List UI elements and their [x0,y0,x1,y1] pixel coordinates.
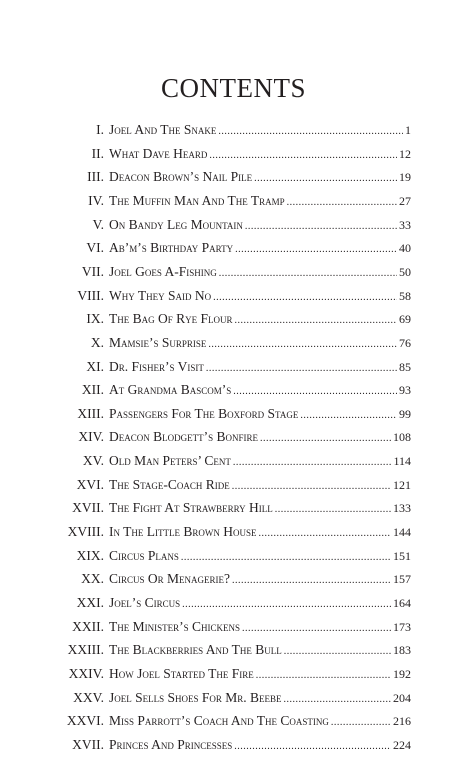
chapter-number: XXII. [72,618,104,634]
page-number: 164 [393,596,411,610]
dot-leader [235,310,397,332]
chapter-number: XV. [82,453,104,469]
chapter-number: VIII. [77,287,104,303]
chapter-title: Joel Sells Shoes For Mr. Beebe [109,689,282,705]
toc-entry [0,119,467,141]
chapter-title: Dr. Fisher’s Visit [109,358,204,374]
chapter-number: XI. [86,358,104,374]
page-number: 50 [399,264,411,279]
chapter-number: II. [91,145,104,161]
page-number: 19 [399,170,411,185]
dot-leader [234,736,391,758]
chapter-title: Circus Plans [109,547,179,563]
chapter-title: Mamsie’s Surprise [109,334,207,350]
page-number: 173 [393,619,411,634]
chapter-number: IX. [86,311,104,327]
chapter-title: The Blackberries And The Bull [109,642,282,658]
toc-entry [0,687,467,709]
page-number: 114 [393,454,411,469]
page-number: 224 [393,737,411,752]
chapter-number: X. [90,334,104,350]
chapter-number: III. [87,169,104,185]
chapter-number: XVIII. [67,524,104,540]
toc-entry [0,545,467,567]
dot-leader [275,499,391,521]
dot-leader [233,381,397,403]
dot-leader [206,358,397,380]
dot-leader [260,428,391,450]
page-title: CONTENTS [161,73,306,103]
toc-entry [0,403,467,425]
chapter-number: IV. [88,192,104,208]
chapter-title: What Dave Heard [109,145,208,161]
chapter-title: Miss Parrott’s Coach And The Coasting [109,713,329,729]
toc-entry [0,710,467,732]
page-number: 121 [393,477,411,492]
chapter-title: On Bandy Leg Mountain [109,216,243,232]
toc-entry [0,521,467,543]
toc-entry [0,616,467,638]
chapter-title: Old Man Peters’ Cent [109,453,231,469]
dot-leader [209,145,397,167]
chapter-number: XIII. [77,405,104,421]
chapter-title: Joel And The Snake [109,122,217,137]
chapter-title: Circus Or Menagerie? [109,571,231,587]
chapter-title: Passengers For The Boxford Stage [109,405,299,421]
dot-leader [284,641,391,663]
page-number: 33 [399,217,411,232]
toc-entry [0,450,467,472]
toc-entry [0,143,467,165]
chapter-number: VI. [86,240,104,256]
toc-entry [0,639,467,661]
chapter-title: The Minister’s Chickens [109,618,241,634]
dot-leader [256,665,391,687]
page-number: 27 [399,193,411,208]
chapter-number: V. [92,216,104,232]
toc-entry [0,663,467,685]
dot-leader [218,121,403,143]
toc-entry [0,497,467,519]
chapter-title: Joel’s Circus [109,595,181,610]
dot-leader [208,334,397,356]
chapter-title: In The Little Brown House [109,524,257,540]
dot-leader [258,523,391,545]
toc-entry [0,379,467,401]
chapter-title: Ab’m’s Birthday Party [109,240,234,256]
chapter-number: XX. [81,571,104,587]
toc-entry [0,568,467,590]
chapter-number: I. [96,122,104,137]
dot-leader [232,476,391,498]
page-number: 12 [399,146,411,161]
toc-entry [0,426,467,448]
page-number: 216 [393,714,411,729]
chapter-title: The Bag Of Rye Flour [109,311,233,327]
toc-entry [0,214,467,236]
toc-entry [0,166,467,188]
chapter-title: Deacon Blodgett’s Bonfire [109,429,258,445]
dot-leader [219,263,397,285]
page-number: 192 [393,666,411,681]
dot-leader [331,712,391,734]
page-number: 144 [393,525,411,540]
chapter-title: Princes And Princesses [109,736,233,752]
page-number: 151 [393,548,411,563]
chapter-number: XXVI. [66,713,104,729]
page-number: 69 [399,312,411,327]
toc-entry [0,190,467,212]
chapter-title: At Grandma Bascom’s [109,382,232,398]
chapter-number: XXIII. [67,642,104,658]
chapter-number: XVII. [72,736,104,752]
toc-entry [0,592,467,614]
toc-entry [0,474,467,496]
dot-leader [300,405,397,427]
toc-entry [0,285,467,307]
chapter-title: The Stage-Coach Ride [109,476,230,492]
chapter-title: How Joel Started The Fire [109,665,254,681]
page-number: 58 [399,288,411,303]
toc-entry [0,332,467,354]
chapter-number: VII. [81,263,104,279]
chapter-number: XXI. [76,595,104,610]
chapter-number: XVI. [76,476,104,492]
page-number: 99 [399,406,411,421]
chapter-number: XII. [81,382,104,398]
chapter-title: The Muffin Man And The Tramp [109,192,285,208]
dot-leader [254,168,397,190]
dot-leader [232,570,391,592]
chapter-number: XIX. [76,547,104,563]
dot-leader [213,287,397,309]
page-number: 1 [405,123,411,137]
chapter-title: Why They Said No [109,287,212,303]
dot-leader [245,216,397,238]
chapter-title: Deacon Brown’s Nail Pile [109,169,253,185]
chapter-title: Joel Goes A-Fishing [109,263,217,279]
page-number: 183 [393,643,411,658]
dot-leader [181,547,391,569]
dot-leader [287,192,397,214]
toc-entry [0,308,467,330]
chapter-number: XXIV. [68,665,104,681]
page-number: 133 [393,501,411,516]
dot-leader [235,239,397,261]
page-number: 157 [393,572,411,587]
page-number: 93 [399,383,411,398]
dot-leader [242,618,391,640]
toc-entry [0,237,467,259]
page-number: 108 [393,430,411,445]
page-number: 76 [399,335,411,350]
dot-leader [233,452,392,474]
chapter-number: XXV. [73,689,104,705]
page-number: 85 [399,359,411,374]
dot-leader [182,594,391,616]
toc-entry [0,734,467,756]
toc-entry [0,356,467,378]
page-number: 40 [399,241,411,256]
chapter-number: XVII. [72,500,104,516]
chapter-number: XIV. [78,429,104,445]
chapter-title: The Fight At Strawberry Hill [109,500,273,516]
toc-entry [0,261,467,283]
page-number: 204 [393,690,411,705]
